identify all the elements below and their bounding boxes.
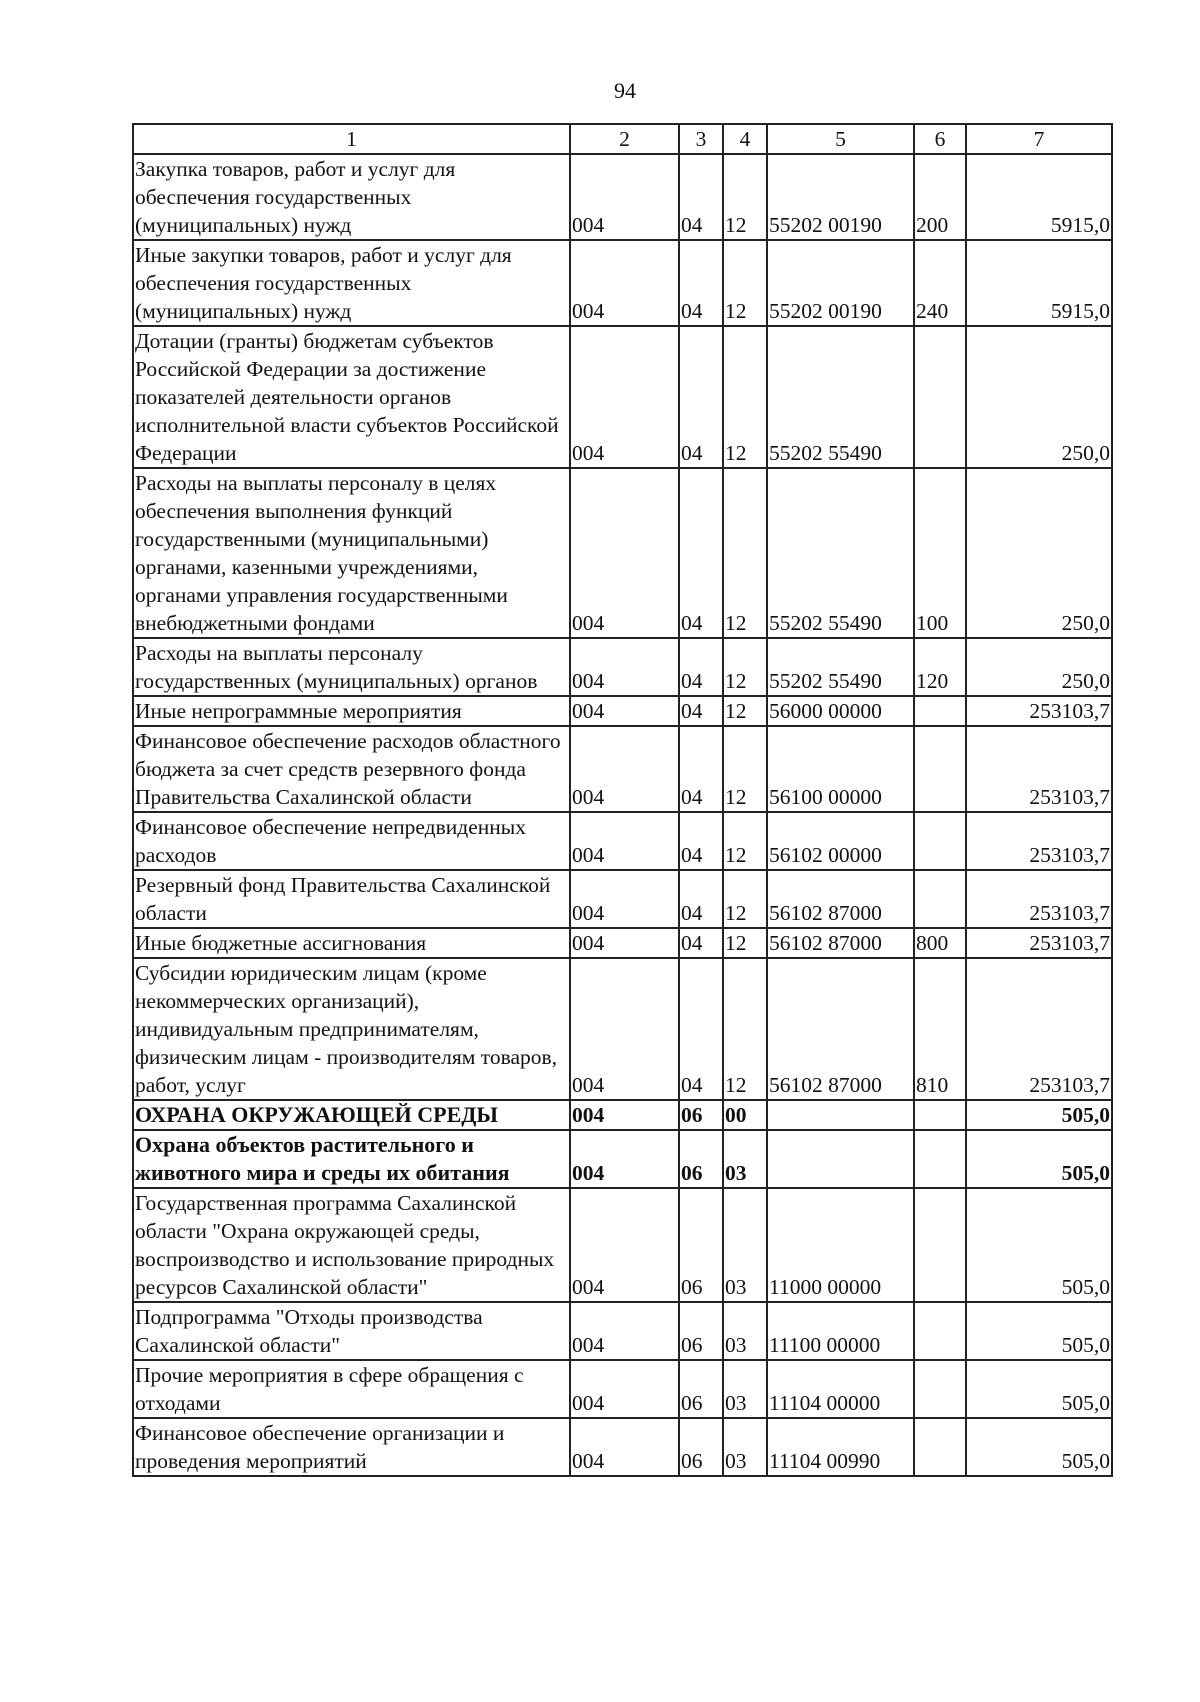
column-header: 4 bbox=[723, 124, 767, 154]
subsection-cell: 12 bbox=[723, 696, 767, 726]
amount-cell: 505,0 bbox=[966, 1130, 1112, 1188]
admin-code-cell: 004 bbox=[570, 154, 679, 240]
table-row bbox=[133, 1418, 1112, 1476]
target-article-cell: 56102 87000 bbox=[767, 958, 914, 1100]
target-article-cell: 56102 87000 bbox=[767, 928, 914, 958]
target-article-cell: 56100 00000 bbox=[767, 726, 914, 812]
target-article-cell bbox=[767, 1130, 914, 1188]
amount-cell: 250,0 bbox=[966, 638, 1112, 696]
target-article-cell: 11104 00000 bbox=[767, 1360, 914, 1418]
expense-type-cell: 200 bbox=[914, 154, 966, 240]
subsection-cell: 03 bbox=[723, 1130, 767, 1188]
subsection-cell: 12 bbox=[723, 240, 767, 326]
target-article-cell: 56000 00000 bbox=[767, 696, 914, 726]
admin-code-cell: 004 bbox=[570, 726, 679, 812]
amount-cell: 5915,0 bbox=[966, 240, 1112, 326]
expense-type-cell bbox=[914, 1188, 966, 1302]
target-article-cell: 56102 87000 bbox=[767, 870, 914, 928]
expense-type-cell: 100 bbox=[914, 468, 966, 638]
target-article-cell: 55202 00190 bbox=[767, 240, 914, 326]
table-row bbox=[133, 870, 1112, 928]
target-article-cell: 56102 00000 bbox=[767, 812, 914, 870]
row-name-cell: Финансовое обеспечение организации и проведения мероприятий bbox=[133, 1418, 570, 1476]
amount-cell: 250,0 bbox=[966, 326, 1112, 468]
admin-code-cell: 004 bbox=[570, 1130, 679, 1188]
expense-type-cell bbox=[914, 326, 966, 468]
admin-code-cell: 004 bbox=[570, 326, 679, 468]
column-header: 7 bbox=[966, 124, 1112, 154]
row-name-cell: Расходы на выплаты персоналу государственных (муниципальных) органов bbox=[133, 638, 570, 696]
section-cell: 06 bbox=[679, 1188, 723, 1302]
section-cell: 04 bbox=[679, 958, 723, 1100]
expense-type-cell bbox=[914, 726, 966, 812]
expense-type-cell bbox=[914, 1418, 966, 1476]
admin-code-cell: 004 bbox=[570, 870, 679, 928]
section-cell: 04 bbox=[679, 638, 723, 696]
table-row bbox=[133, 696, 1112, 726]
subsection-cell: 12 bbox=[723, 154, 767, 240]
budget-table-body bbox=[133, 124, 1112, 1476]
expense-type-cell: 800 bbox=[914, 928, 966, 958]
table-row bbox=[133, 638, 1112, 696]
amount-cell: 250,0 bbox=[966, 468, 1112, 638]
amount-cell: 253103,7 bbox=[966, 812, 1112, 870]
admin-code-cell: 004 bbox=[570, 1302, 679, 1360]
admin-code-cell: 004 bbox=[570, 1360, 679, 1418]
amount-cell: 505,0 bbox=[966, 1418, 1112, 1476]
row-name-cell: Финансовое обеспечение расходов областного бюджета за счет средств резервного фонда Правительства Сахалинской области bbox=[133, 726, 570, 812]
table-row bbox=[133, 1360, 1112, 1418]
admin-code-cell: 004 bbox=[570, 812, 679, 870]
section-cell: 06 bbox=[679, 1130, 723, 1188]
section-cell: 04 bbox=[679, 696, 723, 726]
admin-code-cell: 004 bbox=[570, 696, 679, 726]
row-name-cell: Резервный фонд Правительства Сахалинской области bbox=[133, 870, 570, 928]
subsection-cell: 03 bbox=[723, 1188, 767, 1302]
section-cell: 04 bbox=[679, 154, 723, 240]
subsection-cell: 12 bbox=[723, 928, 767, 958]
amount-cell: 253103,7 bbox=[966, 928, 1112, 958]
expense-type-cell: 240 bbox=[914, 240, 966, 326]
admin-code-cell: 004 bbox=[570, 638, 679, 696]
table-row bbox=[133, 326, 1112, 468]
table-row bbox=[133, 1100, 1112, 1130]
amount-cell: 253103,7 bbox=[966, 958, 1112, 1100]
row-name-cell: Закупка товаров, работ и услуг для обеспечения государственных (муниципальных) нужд bbox=[133, 154, 570, 240]
expense-type-cell bbox=[914, 1360, 966, 1418]
column-header: 5 bbox=[767, 124, 914, 154]
row-name-cell: ОХРАНА ОКРУЖАЮЩЕЙ СРЕДЫ bbox=[133, 1100, 570, 1130]
amount-cell: 253103,7 bbox=[966, 696, 1112, 726]
row-name-cell: Подпрограмма "Отходы производства Сахалинской области" bbox=[133, 1302, 570, 1360]
section-cell: 06 bbox=[679, 1100, 723, 1130]
amount-cell: 253103,7 bbox=[966, 726, 1112, 812]
admin-code-cell: 004 bbox=[570, 240, 679, 326]
budget-table bbox=[132, 123, 1113, 1477]
table-row bbox=[133, 958, 1112, 1100]
section-cell: 04 bbox=[679, 928, 723, 958]
table-row bbox=[133, 1188, 1112, 1302]
target-article-cell bbox=[767, 1100, 914, 1130]
column-header: 1 bbox=[133, 124, 570, 154]
table-row bbox=[133, 1130, 1112, 1188]
expense-type-cell bbox=[914, 1302, 966, 1360]
row-name-cell: Прочие мероприятия в сфере обращения с отходами bbox=[133, 1360, 570, 1418]
subsection-cell: 12 bbox=[723, 326, 767, 468]
expense-type-cell bbox=[914, 1100, 966, 1130]
admin-code-cell: 004 bbox=[570, 958, 679, 1100]
row-name-cell: Иные непрограммные мероприятия bbox=[133, 696, 570, 726]
expense-type-cell bbox=[914, 870, 966, 928]
amount-cell: 5915,0 bbox=[966, 154, 1112, 240]
target-article-cell: 55202 55490 bbox=[767, 638, 914, 696]
expense-type-cell bbox=[914, 812, 966, 870]
subsection-cell: 03 bbox=[723, 1302, 767, 1360]
row-name-cell: Финансовое обеспечение непредвиденных расходов bbox=[133, 812, 570, 870]
section-cell: 04 bbox=[679, 812, 723, 870]
section-cell: 04 bbox=[679, 326, 723, 468]
column-header: 6 bbox=[914, 124, 966, 154]
target-article-cell: 11104 00990 bbox=[767, 1418, 914, 1476]
subsection-cell: 00 bbox=[723, 1100, 767, 1130]
target-article-cell: 55202 55490 bbox=[767, 326, 914, 468]
column-header: 2 bbox=[570, 124, 679, 154]
table-row bbox=[133, 154, 1112, 240]
admin-code-cell: 004 bbox=[570, 468, 679, 638]
row-name-cell: Расходы на выплаты персоналу в целях обеспечения выполнения функций государственными (муниципальными) органами, казенными учреждениями, органами управления государственными внебюджетными фондами bbox=[133, 468, 570, 638]
table-row bbox=[133, 468, 1112, 638]
target-article-cell: 55202 55490 bbox=[767, 468, 914, 638]
admin-code-cell: 004 bbox=[570, 1418, 679, 1476]
section-cell: 06 bbox=[679, 1418, 723, 1476]
section-cell: 06 bbox=[679, 1360, 723, 1418]
page-number: 94 bbox=[614, 78, 636, 103]
row-name-cell: Субсидии юридическим лицам (кроме некоммерческих организаций), индивидуальным предпринимателям, физическим лицам - производителям товаров, работ, услуг bbox=[133, 958, 570, 1100]
section-cell: 06 bbox=[679, 1302, 723, 1360]
column-header: 3 bbox=[679, 124, 723, 154]
table-header-row bbox=[133, 124, 1112, 154]
amount-cell: 505,0 bbox=[966, 1360, 1112, 1418]
admin-code-cell: 004 bbox=[570, 928, 679, 958]
row-name-cell: Охрана объектов растительного и животного мира и среды их обитания bbox=[133, 1130, 570, 1188]
row-name-cell: Иные бюджетные ассигнования bbox=[133, 928, 570, 958]
subsection-cell: 03 bbox=[723, 1360, 767, 1418]
table-row bbox=[133, 1302, 1112, 1360]
section-cell: 04 bbox=[679, 870, 723, 928]
target-article-cell: 55202 00190 bbox=[767, 154, 914, 240]
table-row bbox=[133, 928, 1112, 958]
expense-type-cell bbox=[914, 696, 966, 726]
table-row bbox=[133, 240, 1112, 326]
subsection-cell: 12 bbox=[723, 870, 767, 928]
expense-type-cell: 120 bbox=[914, 638, 966, 696]
subsection-cell: 12 bbox=[723, 468, 767, 638]
amount-cell: 505,0 bbox=[966, 1302, 1112, 1360]
table-row bbox=[133, 812, 1112, 870]
subsection-cell: 03 bbox=[723, 1418, 767, 1476]
section-cell: 04 bbox=[679, 726, 723, 812]
subsection-cell: 12 bbox=[723, 958, 767, 1100]
row-name-cell: Дотации (гранты) бюджетам субъектов Российской Федерации за достижение показателей деятельности органов исполнительной власти субъектов Российской Федерации bbox=[133, 326, 570, 468]
target-article-cell: 11100 00000 bbox=[767, 1302, 914, 1360]
amount-cell: 505,0 bbox=[966, 1188, 1112, 1302]
expense-type-cell bbox=[914, 1130, 966, 1188]
row-name-cell: Государственная программа Сахалинской области "Охрана окружающей среды, воспроизводство и использование природных ресурсов Сахалинской области" bbox=[133, 1188, 570, 1302]
amount-cell: 253103,7 bbox=[966, 870, 1112, 928]
admin-code-cell: 004 bbox=[570, 1100, 679, 1130]
subsection-cell: 12 bbox=[723, 726, 767, 812]
section-cell: 04 bbox=[679, 468, 723, 638]
target-article-cell: 11000 00000 bbox=[767, 1188, 914, 1302]
section-cell: 04 bbox=[679, 240, 723, 326]
expense-type-cell: 810 bbox=[914, 958, 966, 1100]
admin-code-cell: 004 bbox=[570, 1188, 679, 1302]
amount-cell: 505,0 bbox=[966, 1100, 1112, 1130]
row-name-cell: Иные закупки товаров, работ и услуг для обеспечения государственных (муниципальных) нужд bbox=[133, 240, 570, 326]
subsection-cell: 12 bbox=[723, 638, 767, 696]
table-row bbox=[133, 726, 1112, 812]
subsection-cell: 12 bbox=[723, 812, 767, 870]
